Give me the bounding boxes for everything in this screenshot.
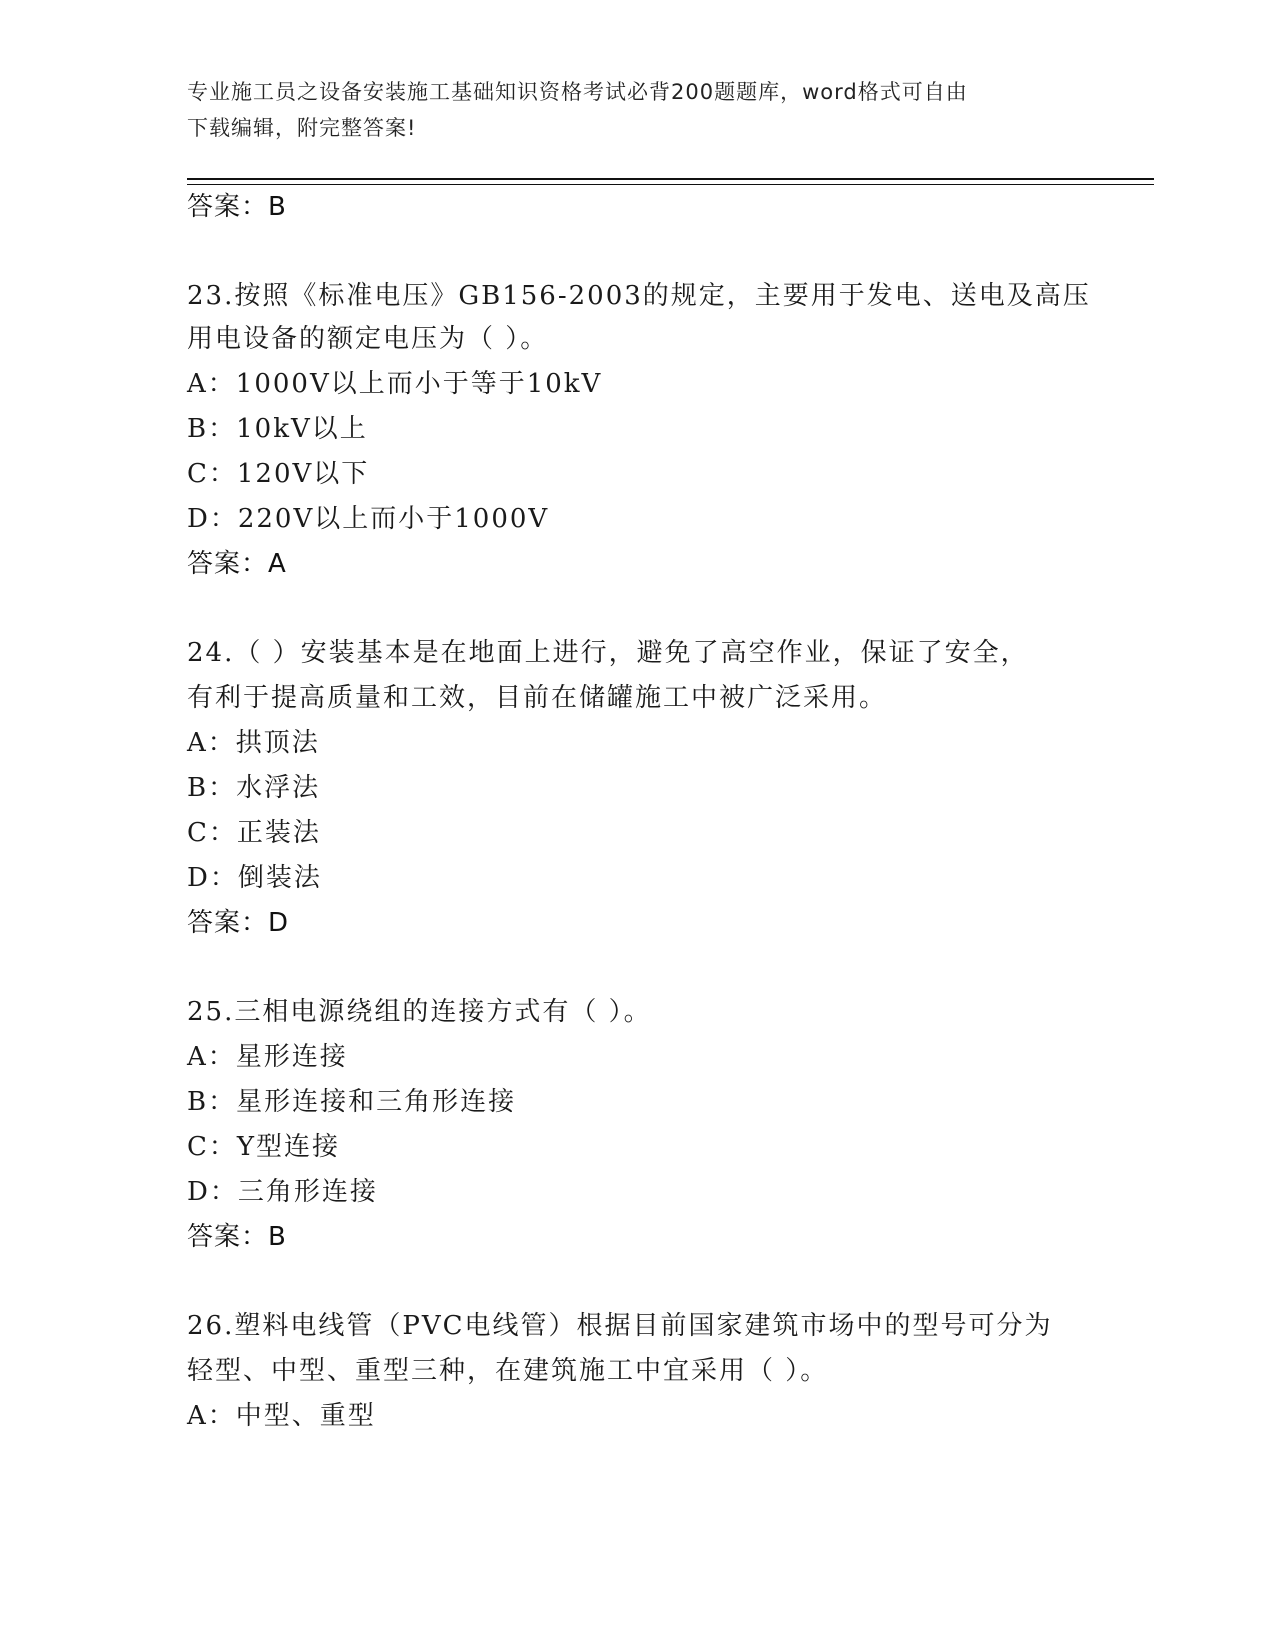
question-25-option-d: D：三角形连接 bbox=[187, 1177, 378, 1207]
page-header bbox=[187, 74, 1067, 146]
question-23-option-d: D：220V以上而小于1000V bbox=[187, 504, 550, 534]
question-23-option-b: B：10kV以上 bbox=[187, 414, 368, 444]
question-24-option-b: B：水浮法 bbox=[187, 773, 321, 803]
question-23-stem-line-1: 23.按照《标准电压》GB156-2003的规定，主要用于发电、送电及高压 bbox=[187, 281, 1091, 311]
question-25-option-c: C：Y型连接 bbox=[187, 1132, 341, 1162]
question-23-stem-line-2: 用电设备的额定电压为（ ）。 bbox=[187, 324, 549, 354]
previous-answer: 答案：B bbox=[187, 192, 287, 222]
question-24-answer: 答案：D bbox=[187, 908, 290, 938]
header-line-1: 专业施工员之设备安装施工基础知识资格考试必背200题题库，word格式可自由 bbox=[187, 80, 968, 104]
question-26-stem-line-2: 轻型、中型、重型三种，在建筑施工中宜采用（ ）。 bbox=[187, 1356, 829, 1386]
question-25-option-a: A：星形连接 bbox=[187, 1042, 348, 1072]
question-23-option-c: C：120V以下 bbox=[187, 459, 370, 489]
question-23-option-a: A：1000V以上而小于等于10kV bbox=[187, 369, 603, 399]
question-26-stem-line-1: 26.塑料电线管（PVC电线管）根据目前国家建筑市场中的型号可分为 bbox=[187, 1311, 1053, 1341]
question-25-stem: 25.三相电源绕组的连接方式有（ ）。 bbox=[187, 997, 652, 1027]
question-24-stem-line-2: 有利于提高质量和工效，目前在储罐施工中被广泛采用。 bbox=[187, 683, 888, 713]
header-rule-thick bbox=[187, 178, 1154, 180]
question-24-option-c: C：正装法 bbox=[187, 818, 321, 848]
question-25-option-b: B：星形连接和三角形连接 bbox=[187, 1087, 517, 1117]
question-25-answer: 答案：B bbox=[187, 1222, 287, 1252]
question-26-option-a: A：中型、重型 bbox=[187, 1401, 376, 1431]
header-rule-thin bbox=[187, 184, 1154, 185]
question-24-option-d: D：倒装法 bbox=[187, 863, 322, 893]
question-24-stem-line-1: 24.（ ）安装基本是在地面上进行，避免了高空作业，保证了安全， bbox=[187, 638, 1029, 668]
question-24-option-a: A：拱顶法 bbox=[187, 728, 320, 758]
question-23-answer: 答案：A bbox=[187, 549, 287, 579]
header-line-2: 下载编辑，附完整答案! bbox=[187, 116, 417, 140]
